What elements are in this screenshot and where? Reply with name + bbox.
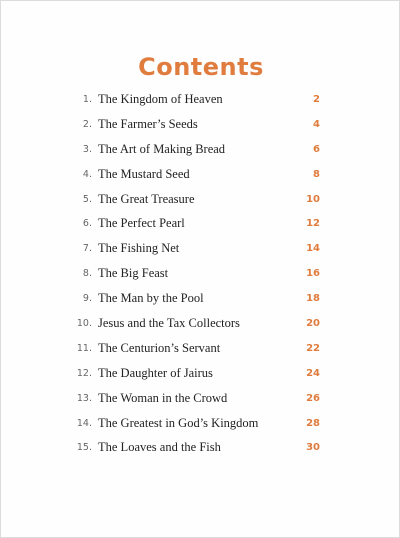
entry-page-number: 6 xyxy=(313,143,320,155)
entry-title: The Loaves and the Fish xyxy=(98,440,221,455)
entry-number: 2. xyxy=(82,118,92,130)
entry-title: The Fishing Net xyxy=(98,241,180,256)
entry-page-number: 10 xyxy=(306,193,320,205)
page-title: Contents xyxy=(138,53,264,81)
entry-title: The Greatest in God’s Kingdom xyxy=(98,415,259,430)
entry-number: 7. xyxy=(82,243,92,255)
toc-entry[interactable] xyxy=(1,440,400,465)
entry-number: 14. xyxy=(76,417,92,429)
entry-page-number: 2 xyxy=(313,94,320,105)
toc-entry[interactable] xyxy=(1,366,400,391)
entry-page-number: 26 xyxy=(306,392,320,404)
entry-number: 5. xyxy=(82,193,92,205)
toc-entry[interactable] xyxy=(1,341,400,366)
entry-number: 4. xyxy=(82,168,92,180)
toc-entry[interactable] xyxy=(1,391,400,416)
entry-number: 15. xyxy=(76,442,92,454)
toc-entry[interactable] xyxy=(1,416,400,441)
entry-page-number: 8 xyxy=(313,168,320,180)
entry-title: The Mustard Seed xyxy=(98,166,190,181)
toc-entry[interactable] xyxy=(1,266,400,291)
toc-entry[interactable] xyxy=(1,117,400,142)
entry-page-number: 30 xyxy=(306,442,320,454)
entry-number: 13. xyxy=(76,392,92,404)
entry-title: The Great Treasure xyxy=(98,191,195,206)
entry-number: 11. xyxy=(76,342,92,354)
entry-title: The Man by the Pool xyxy=(98,291,204,306)
entry-page-number: 12 xyxy=(306,218,320,230)
entry-title: The Farmer’s Seeds xyxy=(98,116,198,131)
entry-number: 10. xyxy=(76,318,92,330)
toc-entry[interactable] xyxy=(1,92,400,117)
entry-page-number: 24 xyxy=(306,367,320,379)
toc-entry[interactable] xyxy=(1,167,400,192)
entry-number: 1. xyxy=(82,94,92,105)
entry-page-number: 22 xyxy=(306,342,320,354)
entry-page-number: 14 xyxy=(306,243,320,255)
toc-entry[interactable] xyxy=(1,316,400,341)
entry-title: The Perfect Pearl xyxy=(98,216,185,231)
toc-entry[interactable] xyxy=(1,216,400,241)
entry-page-number: 20 xyxy=(306,318,320,330)
entry-title: Jesus and the Tax Collectors xyxy=(98,316,240,331)
entry-page-number: 18 xyxy=(306,293,320,305)
table-of-contents xyxy=(1,92,400,465)
entry-number: 12. xyxy=(76,367,92,379)
entry-title: The Woman in the Crowd xyxy=(98,390,228,405)
toc-entry[interactable] xyxy=(1,291,400,316)
entry-number: 3. xyxy=(82,143,92,155)
entry-number: 8. xyxy=(82,268,92,280)
entry-page-number: 16 xyxy=(306,268,320,280)
entry-page-number: 28 xyxy=(306,417,320,429)
entry-title: The Big Feast xyxy=(98,266,169,281)
toc-entry[interactable] xyxy=(1,192,400,217)
entry-title: The Daughter of Jairus xyxy=(98,365,213,380)
entry-number: 6. xyxy=(82,218,92,230)
toc-entry[interactable] xyxy=(1,142,400,167)
entry-number: 9. xyxy=(82,293,92,305)
toc-entry[interactable] xyxy=(1,241,400,266)
entry-title: The Kingdom of Heaven xyxy=(98,92,223,106)
entry-title: The Art of Making Bread xyxy=(98,141,226,156)
entry-title: The Centurion’s Servant xyxy=(98,340,221,355)
entry-page-number: 4 xyxy=(313,118,320,130)
